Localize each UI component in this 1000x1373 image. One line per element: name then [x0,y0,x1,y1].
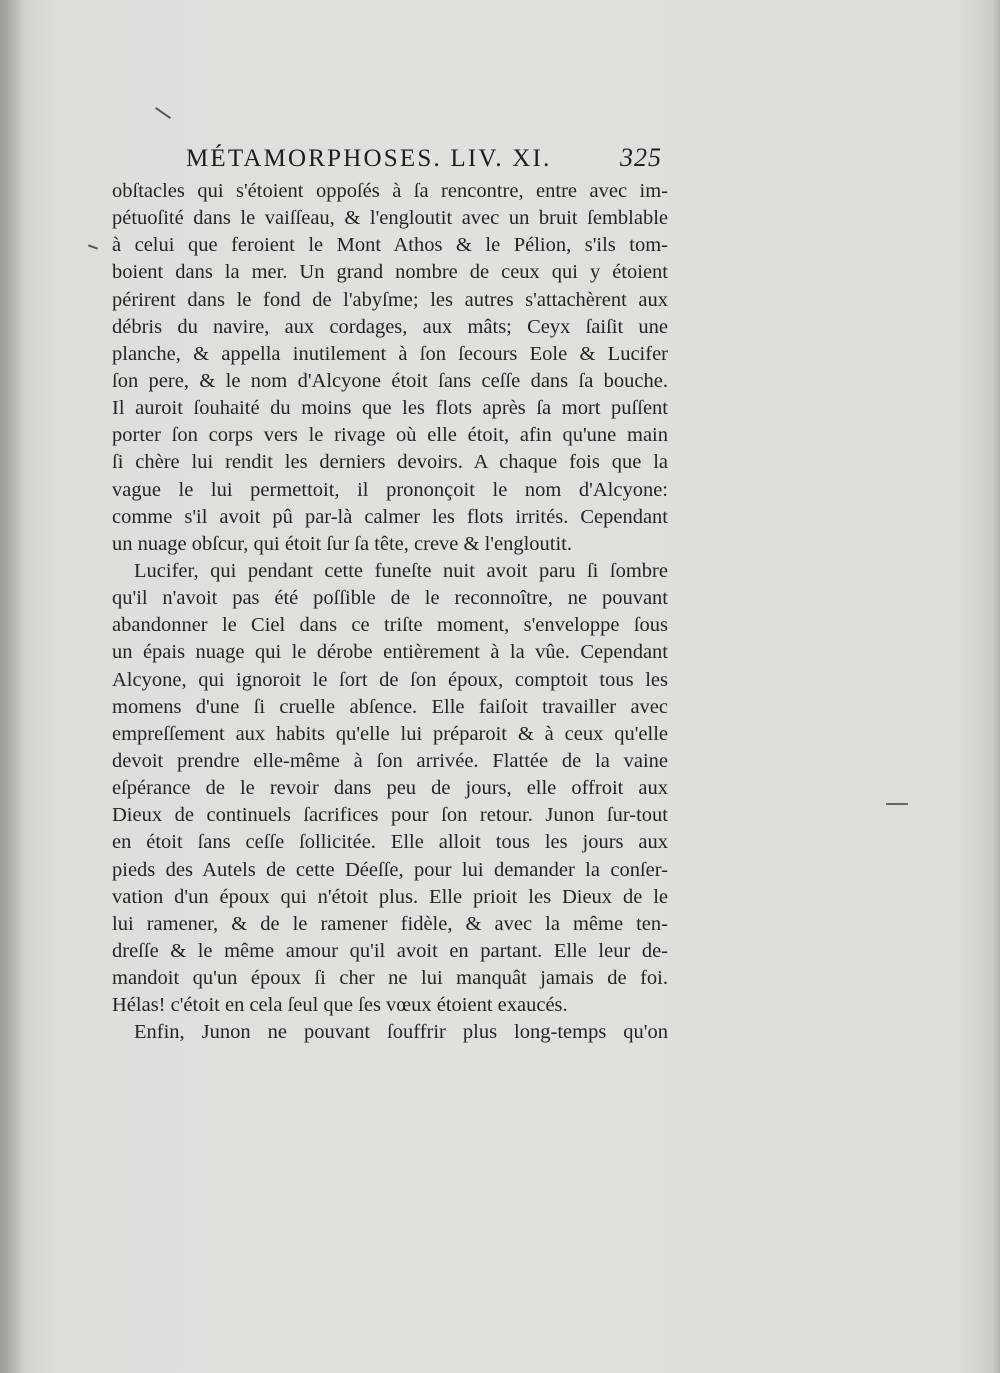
text-line: empreſſement aux habits qu'elle lui préparoit & à ceux qu'elle [112,722,668,745]
text-line: Enfin, Junon ne pouvant ſouffrir plus long-temps qu'on [134,1021,668,1044]
text-line: abandonner le Ciel dans ce triſte moment, s'enveloppe ſous [112,614,668,637]
text-line: vation d'un époux qui n'étoit plus. Elle prioit les Dieux de le [112,885,668,908]
text-line: Lucifer, qui pendant cette funeſte nuit avoit paru ſi ſombre [134,559,668,582]
text-line: ſon pere, & le nom d'Alcyone étoit ſans ceſſe dans ſa bouche. [112,369,668,392]
text-line: comme s'il avoit pû par-là calmer les flots irrités. Cependant [112,505,668,528]
text-line: débris du navire, aux cordages, aux mâts; Ceyx ſaiſit une [112,315,668,338]
running-head: MÉTAMORPHOSES. LIV. XI. [186,145,552,172]
text-line: planche, & appella inutilement à ſon ſecours Eole & Lucifer [112,342,668,365]
text-line: porter ſon corps vers le rivage où elle étoit, afin qu'une main [112,424,668,447]
page-number: 325 [620,143,662,172]
text-line: à celui que feroient le Mont Athos & le Pélion, s'ils tom- [112,234,668,257]
text-line: Dieux de continuels ſacrifices pour ſon retour. Junon ſur-tout [112,804,668,827]
text-line: un nuage obſcur, qui étoit ſur ſa tête, creve & l'engloutit. [112,532,572,555]
text-line: ſi chère lui rendit les derniers devoirs. A chaque fois que la [112,451,668,474]
text-line: en étoit ſans ceſſe ſollicitée. Elle alloit tous les jours aux [112,831,668,854]
text-line: périrent dans le fond de l'abyſme; les autres s'attachèrent aux [112,288,668,311]
text-line: vague le lui permettoit, il prononçoit le nom d'Alcyone: [112,478,668,501]
pencil-mark [155,107,171,119]
text-line: eſpérance de le revoir dans peu de jours, elle offroit aux [112,777,668,800]
margin-mark [886,803,908,805]
text-line: Il auroit ſouhaité du moins que les flots après ſa mort puſſent [112,397,668,420]
text-line: lui ramener, & de le ramener fidèle, & avec la même ten- [112,912,668,935]
body-text [112,178,668,1047]
text-line: boient dans la mer. Un grand nombre de ceux qui y étoient [112,261,668,284]
text-line: qu'il n'avoit pas été poſſible de le reconnoître, ne pouvant [112,587,668,610]
text-line: momens d'une ſi cruelle abſence. Elle faiſoit travailler avec [112,695,668,718]
margin-mark [88,244,98,249]
text-line: pieds des Autels de cette Déeſſe, pour lui demander la conſer- [112,858,668,881]
text-line: pétuoſité dans le vaiſſeau, & l'engloutit avec un bruit ſemblable [112,207,668,230]
page-edge [992,0,1000,1373]
text-line: obſtacles qui s'étoient oppoſés à ſa rencontre, entre avec im- [112,180,668,202]
text-line: mandoit qu'un époux ſi cher ne lui manquât jamais de foi. [112,967,668,990]
text-line: devoit prendre elle-même à ſon arrivée. Flattée de la vaine [112,749,668,772]
text-line: Alcyone, qui ignoroit le ſort de ſon époux, comptoit tous les [112,668,668,691]
gutter-shadow [0,0,24,1373]
text-line: un épais nuage qui le dérobe entièrement à la vûe. Cependant [112,641,668,664]
text-line: Hélas! c'étoit en cela ſeul que ſes vœux étoient exaucés. [112,994,568,1017]
page-header [170,143,690,179]
text-line: dreſſe & le même amour qu'il avoit en partant. Elle leur de- [112,939,668,962]
